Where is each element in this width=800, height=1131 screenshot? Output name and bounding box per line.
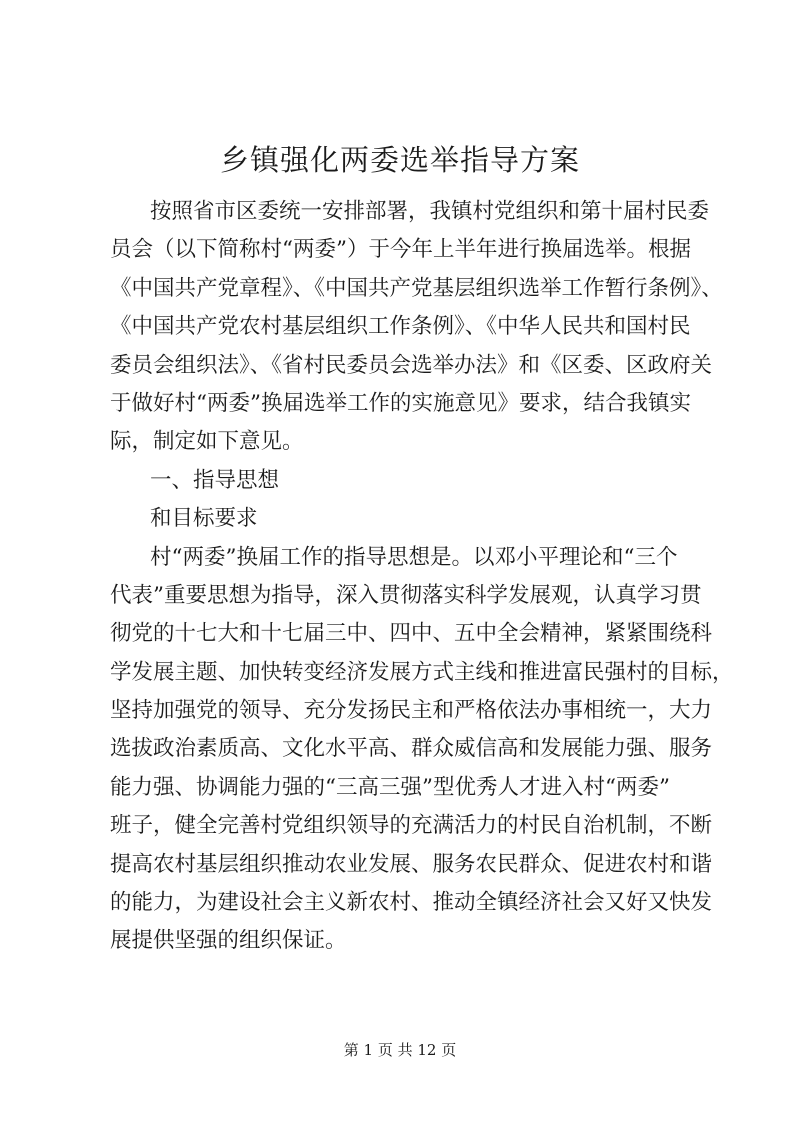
paragraph-line: 《中国共产党农村基层组织工作条例》、《中华人民共和国村民 <box>110 314 691 340</box>
paragraph-line: 彻党的十七大和十七届三中、四中、五中全会精神，紧紧围绕科 <box>110 621 713 647</box>
paragraph-line: 村“两委”换届工作的指导思想是。以邓小平理论和“三个 <box>150 544 678 570</box>
paragraph-line: 班子，健全完善村党组织领导的充满活力的村民自治机制，不断 <box>110 813 713 839</box>
paragraph-line: 坚持加强党的领导、充分发扬民主和严格依法办事相统一，大力 <box>110 698 713 724</box>
paragraph-line: 提高农村基层组织推动农业发展、服务农民群众、促进农村和谐 <box>110 851 713 877</box>
document-title: 乡镇强化两委选举指导方案 <box>219 143 580 177</box>
paragraph-line: 《中国共产党章程》、《中国共产党基层组织选举工作暂行条例》、 <box>110 275 723 301</box>
paragraph-line: 于做好村“两委”换届选举工作的实施意见》要求，结合我镇实 <box>110 390 691 416</box>
paragraph-line: 展提供坚强的组织保证。 <box>110 928 347 954</box>
page-footer: 第 1 页 共 12 页 <box>343 1041 457 1059</box>
section-heading: 一、指导思想 <box>150 467 280 493</box>
paragraph-line: 学发展主题、加快转变经济发展方式主线和推进富民强村的目标， <box>110 659 734 685</box>
paragraph-line: 能力强、协调能力强的“三高三强”型优秀人才进入村“两委” <box>110 774 670 800</box>
paragraph-line: 按照省市区委统一安排部署，我镇村党组织和第十届村民委 <box>150 199 710 224</box>
paragraph-line: 选拔政治素质高、文化水平高、群众威信高和发展能力强、服务 <box>110 736 713 762</box>
paragraph-line: 的能力，为建设社会主义新农村、推动全镇经济社会又好又快发 <box>110 890 713 916</box>
paragraph-line: 委员会组织法》、《省村民委员会选举办法》和《区委、区政府关 <box>110 352 713 378</box>
paragraph-line: 员会（以下简称村“两委”）于今年上半年进行换届选举。根据 <box>110 237 691 263</box>
document-body <box>110 193 734 961</box>
section-heading-continued: 和目标要求 <box>150 506 258 532</box>
paragraph-line: 际，制定如下意见。 <box>110 429 304 455</box>
paragraph-line: 代表”重要思想为指导，深入贯彻落实科学发展观，认真学习贯 <box>110 582 702 608</box>
